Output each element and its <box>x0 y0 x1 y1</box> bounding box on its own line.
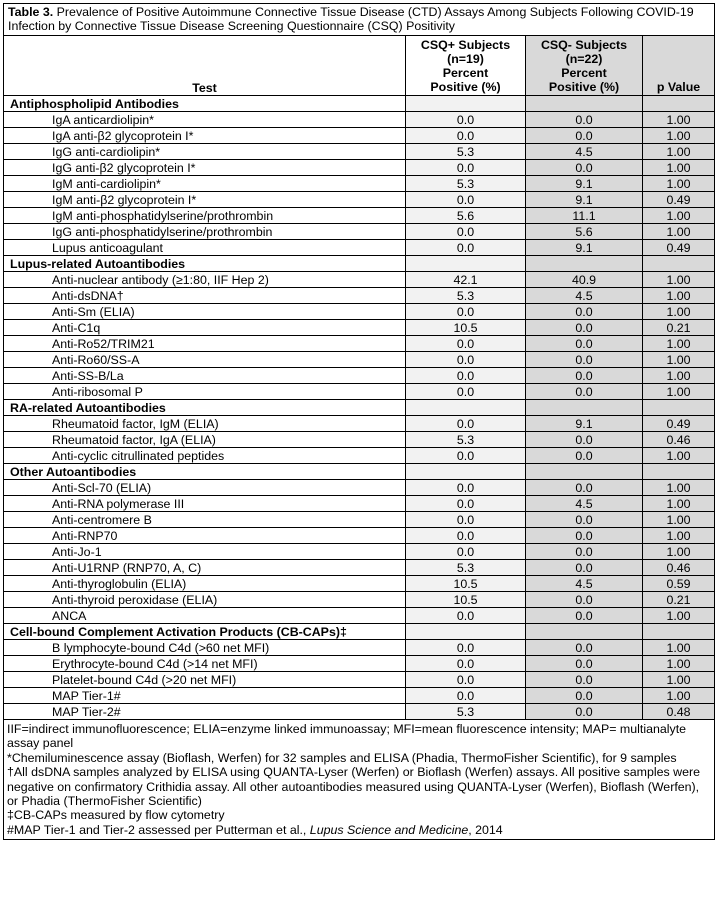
table-row <box>4 592 715 608</box>
empty-cell <box>526 624 643 640</box>
test-name-cell: Anti-Ro60/SS-A <box>4 352 406 368</box>
table-row <box>4 272 715 288</box>
csq-positive-percent-cell: 5.6 <box>406 208 526 224</box>
table-row <box>4 704 715 720</box>
csq-positive-percent-cell: 0.0 <box>406 496 526 512</box>
test-name-cell: Anti-U1RNP (RNP70, A, C) <box>4 560 406 576</box>
test-name-cell: Anti-nuclear antibody (≥1:80, IIF Hep 2) <box>4 272 406 288</box>
empty-cell <box>406 96 526 112</box>
csq-negative-percent-cell: 4.5 <box>526 288 643 304</box>
csq-negative-percent-cell: 0.0 <box>526 320 643 336</box>
p-value-cell: 1.00 <box>643 160 715 176</box>
empty-cell <box>643 464 715 480</box>
csq-negative-percent-cell: 9.1 <box>526 192 643 208</box>
csq-negative-percent-cell: 0.0 <box>526 352 643 368</box>
csq-negative-percent-cell: 0.0 <box>526 528 643 544</box>
csq-negative-percent-cell: 0.0 <box>526 704 643 720</box>
table-row <box>4 688 715 704</box>
test-name-cell: IgG anti-cardiolipin* <box>4 144 406 160</box>
p-value-cell: 1.00 <box>643 352 715 368</box>
section-label: RA-related Autoantibodies <box>4 400 406 416</box>
footnote-dagger: †All dsDNA samples analyzed by ELISA using QUANTA-Lyser (Werfen) or Bioflash (Werfen) assays. All positive samples were negative on confirmatory Crithidia assay. All other autoantibodies measured using QUANTA-Lyser (Werfen), Bioflash (Werfen), or Phadia (ThermoFisher Scientific) <box>7 765 700 809</box>
test-name-cell: Anti-Ro52/TRIM21 <box>4 336 406 352</box>
test-name-cell: B lymphocyte-bound C4d (>60 net MFI) <box>4 640 406 656</box>
csq-positive-percent-cell: 0.0 <box>406 416 526 432</box>
csq-positive-percent-cell: 10.5 <box>406 320 526 336</box>
table-container <box>3 3 714 840</box>
test-name-cell: Rheumatoid factor, IgA (ELIA) <box>4 432 406 448</box>
csq-negative-percent-cell: 11.1 <box>526 208 643 224</box>
table-row <box>4 240 715 256</box>
csq-positive-percent-cell: 5.3 <box>406 144 526 160</box>
section-header-row <box>4 96 715 112</box>
p-value-cell: 0.46 <box>643 432 715 448</box>
p-value-cell: 1.00 <box>643 512 715 528</box>
p-value-cell: 1.00 <box>643 272 715 288</box>
csq-negative-percent-cell: 0.0 <box>526 640 643 656</box>
csq-positive-percent-cell: 42.1 <box>406 272 526 288</box>
csq-negative-percent-cell: 0.0 <box>526 512 643 528</box>
table-row <box>4 304 715 320</box>
p-value-cell: 1.00 <box>643 128 715 144</box>
p-value-cell: 1.00 <box>643 672 715 688</box>
table-row <box>4 288 715 304</box>
section-label: Other Autoantibodies <box>4 464 406 480</box>
csq-negative-percent-cell: 5.6 <box>526 224 643 240</box>
empty-cell <box>526 256 643 272</box>
test-name-cell: IgA anti-β2 glycoprotein I* <box>4 128 406 144</box>
table-row <box>4 416 715 432</box>
csq-negative-percent-cell: 0.0 <box>526 672 643 688</box>
p-value-cell: 0.46 <box>643 560 715 576</box>
section-label: Cell-bound Complement Activation Products (CB-CAPs)‡ <box>4 624 406 640</box>
csq-negative-percent-cell: 0.0 <box>526 336 643 352</box>
table-row <box>4 432 715 448</box>
empty-cell <box>526 464 643 480</box>
empty-cell <box>526 400 643 416</box>
test-name-cell: IgM anti-β2 glycoprotein I* <box>4 192 406 208</box>
test-name-cell: Anti-RNA polymerase III <box>4 496 406 512</box>
table-row <box>4 320 715 336</box>
csq-negative-percent-cell: 0.0 <box>526 688 643 704</box>
csq-positive-column-header: CSQ+ Subjects (n=19) Percent Positive (%) <box>406 36 526 96</box>
table-row <box>4 672 715 688</box>
csq-positive-percent-cell: 10.5 <box>406 592 526 608</box>
p-value-cell: 0.21 <box>643 592 715 608</box>
p-value-cell: 0.21 <box>643 320 715 336</box>
p-value-cell: 0.48 <box>643 704 715 720</box>
table-row <box>4 448 715 464</box>
csq-positive-percent-cell: 5.3 <box>406 704 526 720</box>
csq-positive-percent-cell: 0.0 <box>406 336 526 352</box>
csq-negative-percent-cell: 0.0 <box>526 448 643 464</box>
table-row <box>4 144 715 160</box>
footnotes-row <box>4 720 715 840</box>
csq-negative-percent-cell: 4.5 <box>526 144 643 160</box>
csq-negative-percent-cell: 0.0 <box>526 160 643 176</box>
p-value-cell: 1.00 <box>643 640 715 656</box>
csq-negative-percent-cell: 0.0 <box>526 384 643 400</box>
table-row <box>4 496 715 512</box>
test-name-cell: Rheumatoid factor, IgM (ELIA) <box>4 416 406 432</box>
empty-cell <box>406 400 526 416</box>
table-row <box>4 608 715 624</box>
table-row <box>4 336 715 352</box>
csq-positive-percent-cell: 0.0 <box>406 384 526 400</box>
results-table <box>3 3 715 840</box>
test-name-cell: ANCA <box>4 608 406 624</box>
csq-negative-percent-cell: 4.5 <box>526 576 643 592</box>
csq-positive-percent-cell: 10.5 <box>406 576 526 592</box>
table-row <box>4 480 715 496</box>
csq-negative-percent-cell: 0.0 <box>526 432 643 448</box>
csq-positive-percent-cell: 0.0 <box>406 512 526 528</box>
test-name-cell: Lupus anticoagulant <box>4 240 406 256</box>
table-row <box>4 160 715 176</box>
csq-positive-percent-cell: 0.0 <box>406 112 526 128</box>
table-row <box>4 640 715 656</box>
p-value-column-header: p Value <box>643 36 715 96</box>
empty-cell <box>526 96 643 112</box>
table-row <box>4 208 715 224</box>
test-name-cell: IgG anti-β2 glycoprotein I* <box>4 160 406 176</box>
section-label: Lupus-related Autoantibodies <box>4 256 406 272</box>
csq-positive-percent-cell: 0.0 <box>406 480 526 496</box>
csq-positive-percent-cell: 5.3 <box>406 176 526 192</box>
empty-cell <box>406 464 526 480</box>
footnote-star: *Chemiluminescence assay (Bioflash, Werfen) for 32 samples and ELISA (Phadia, ThermoFisher Scientific), for 9 samples <box>7 750 677 765</box>
csq-positive-percent-cell: 5.3 <box>406 288 526 304</box>
title-row <box>4 4 715 36</box>
header-row <box>4 36 715 96</box>
p-value-cell: 1.00 <box>643 224 715 240</box>
test-name-cell: Anti-Sm (ELIA) <box>4 304 406 320</box>
p-value-cell: 1.00 <box>643 608 715 624</box>
csq-positive-percent-cell: 0.0 <box>406 192 526 208</box>
p-value-cell: 1.00 <box>643 208 715 224</box>
table-row <box>4 528 715 544</box>
table-row <box>4 560 715 576</box>
csq-negative-percent-cell: 0.0 <box>526 656 643 672</box>
table-row <box>4 576 715 592</box>
p-value-cell: 1.00 <box>643 112 715 128</box>
test-name-cell: MAP Tier-2# <box>4 704 406 720</box>
p-value-cell: 1.00 <box>643 544 715 560</box>
test-name-cell: Anti-centromere B <box>4 512 406 528</box>
empty-cell <box>643 256 715 272</box>
csq-negative-percent-cell: 0.0 <box>526 544 643 560</box>
csq-negative-percent-cell: 0.0 <box>526 480 643 496</box>
table-row <box>4 176 715 192</box>
test-name-cell: Anti-thyroid peroxidase (ELIA) <box>4 592 406 608</box>
empty-cell <box>406 624 526 640</box>
csq-positive-percent-cell: 5.3 <box>406 432 526 448</box>
csq-negative-percent-cell: 9.1 <box>526 416 643 432</box>
csq-positive-percent-cell: 0.0 <box>406 656 526 672</box>
section-header-row <box>4 464 715 480</box>
p-value-cell: 1.00 <box>643 368 715 384</box>
test-name-cell: Anti-SS-B/La <box>4 368 406 384</box>
csq-positive-percent-cell: 0.0 <box>406 688 526 704</box>
test-name-cell: Platelet-bound C4d (>20 net MFI) <box>4 672 406 688</box>
csq-positive-percent-cell: 0.0 <box>406 640 526 656</box>
p-value-cell: 1.00 <box>643 480 715 496</box>
table-row <box>4 112 715 128</box>
csq-negative-percent-cell: 0.0 <box>526 560 643 576</box>
table-row <box>4 512 715 528</box>
p-value-cell: 1.00 <box>643 384 715 400</box>
csq-positive-percent-cell: 0.0 <box>406 672 526 688</box>
test-name-cell: Anti-ribosomal P <box>4 384 406 400</box>
table-body <box>4 96 715 720</box>
p-value-cell: 1.00 <box>643 656 715 672</box>
test-name-cell: Anti-Jo-1 <box>4 544 406 560</box>
footnotes <box>4 720 715 840</box>
p-value-cell: 0.49 <box>643 240 715 256</box>
p-value-cell: 1.00 <box>643 336 715 352</box>
section-header-row <box>4 624 715 640</box>
footnote-hash: #MAP Tier-1 and Tier-2 assessed per Putterman et al., Lupus Science and Medicine, 2014 <box>7 822 503 837</box>
csq-positive-percent-cell: 0.0 <box>406 544 526 560</box>
p-value-cell: 1.00 <box>643 448 715 464</box>
csq-negative-percent-cell: 0.0 <box>526 592 643 608</box>
footnote-double-dagger: ‡CB-CAPs measured by flow cytometry <box>7 808 225 823</box>
p-value-cell: 1.00 <box>643 176 715 192</box>
csq-positive-percent-cell: 5.3 <box>406 560 526 576</box>
test-name-cell: Anti-cyclic citrullinated peptides <box>4 448 406 464</box>
p-value-cell: 0.49 <box>643 416 715 432</box>
test-name-cell: Anti-RNP70 <box>4 528 406 544</box>
csq-negative-percent-cell: 0.0 <box>526 112 643 128</box>
csq-positive-percent-cell: 0.0 <box>406 240 526 256</box>
p-value-cell: 1.00 <box>643 304 715 320</box>
csq-negative-percent-cell: 40.9 <box>526 272 643 288</box>
csq-negative-column-header: CSQ- Subjects (n=22) Percent Positive (%) <box>526 36 643 96</box>
csq-negative-percent-cell: 0.0 <box>526 128 643 144</box>
test-column-header: Test <box>4 36 406 96</box>
csq-positive-percent-cell: 0.0 <box>406 352 526 368</box>
table-row <box>4 352 715 368</box>
test-name-cell: Anti-C1q <box>4 320 406 336</box>
p-value-cell: 0.49 <box>643 192 715 208</box>
csq-positive-percent-cell: 0.0 <box>406 160 526 176</box>
footnote-abbreviations: IIF=indirect immunofluorescence; ELIA=enzyme linked immunoassay; MFI=mean fluorescence intensity; MAP= multianalyte assay panel <box>7 722 687 751</box>
p-value-cell: 0.59 <box>643 576 715 592</box>
empty-cell <box>643 96 715 112</box>
table-row <box>4 384 715 400</box>
test-name-cell: MAP Tier-1# <box>4 688 406 704</box>
p-value-cell: 1.00 <box>643 528 715 544</box>
empty-cell <box>643 400 715 416</box>
section-header-row <box>4 256 715 272</box>
p-value-cell: 1.00 <box>643 496 715 512</box>
csq-positive-percent-cell: 0.0 <box>406 128 526 144</box>
csq-negative-percent-cell: 0.0 <box>526 304 643 320</box>
table-row <box>4 128 715 144</box>
test-name-cell: Anti-Scl-70 (ELIA) <box>4 480 406 496</box>
csq-negative-percent-cell: 9.1 <box>526 240 643 256</box>
csq-negative-percent-cell: 0.0 <box>526 368 643 384</box>
table-row <box>4 224 715 240</box>
table-row <box>4 544 715 560</box>
table-caption: Prevalence of Positive Autoimmune Connective Tissue Disease (CTD) Assays Among Subjects Following COVID-19 Infection by Connective Tissue Disease Screening Questionnaire (CSQ) Positivity <box>8 5 694 33</box>
section-label: Antiphospholipid Antibodies <box>4 96 406 112</box>
empty-cell <box>406 256 526 272</box>
csq-negative-percent-cell: 0.0 <box>526 608 643 624</box>
test-name-cell: IgG anti-phosphatidylserine/prothrombin <box>4 224 406 240</box>
test-name-cell: Anti-thyroglobulin (ELIA) <box>4 576 406 592</box>
section-header-row <box>4 400 715 416</box>
csq-positive-percent-cell: 0.0 <box>406 608 526 624</box>
table-number: Table 3. <box>8 5 54 19</box>
table-row <box>4 368 715 384</box>
table-title <box>4 4 715 36</box>
p-value-cell: 1.00 <box>643 144 715 160</box>
p-value-cell: 1.00 <box>643 288 715 304</box>
csq-positive-percent-cell: 0.0 <box>406 304 526 320</box>
test-name-cell: Anti-dsDNA† <box>4 288 406 304</box>
csq-positive-percent-cell: 0.0 <box>406 448 526 464</box>
table-row <box>4 192 715 208</box>
test-name-cell: Erythrocyte-bound C4d (>14 net MFI) <box>4 656 406 672</box>
test-name-cell: IgM anti-phosphatidylserine/prothrombin <box>4 208 406 224</box>
csq-negative-percent-cell: 9.1 <box>526 176 643 192</box>
test-name-cell: IgM anti-cardiolipin* <box>4 176 406 192</box>
csq-positive-percent-cell: 0.0 <box>406 224 526 240</box>
empty-cell <box>643 624 715 640</box>
csq-negative-percent-cell: 4.5 <box>526 496 643 512</box>
test-name-cell: IgA anticardiolipin* <box>4 112 406 128</box>
csq-positive-percent-cell: 0.0 <box>406 528 526 544</box>
p-value-cell: 1.00 <box>643 688 715 704</box>
csq-positive-percent-cell: 0.0 <box>406 368 526 384</box>
table-row <box>4 656 715 672</box>
